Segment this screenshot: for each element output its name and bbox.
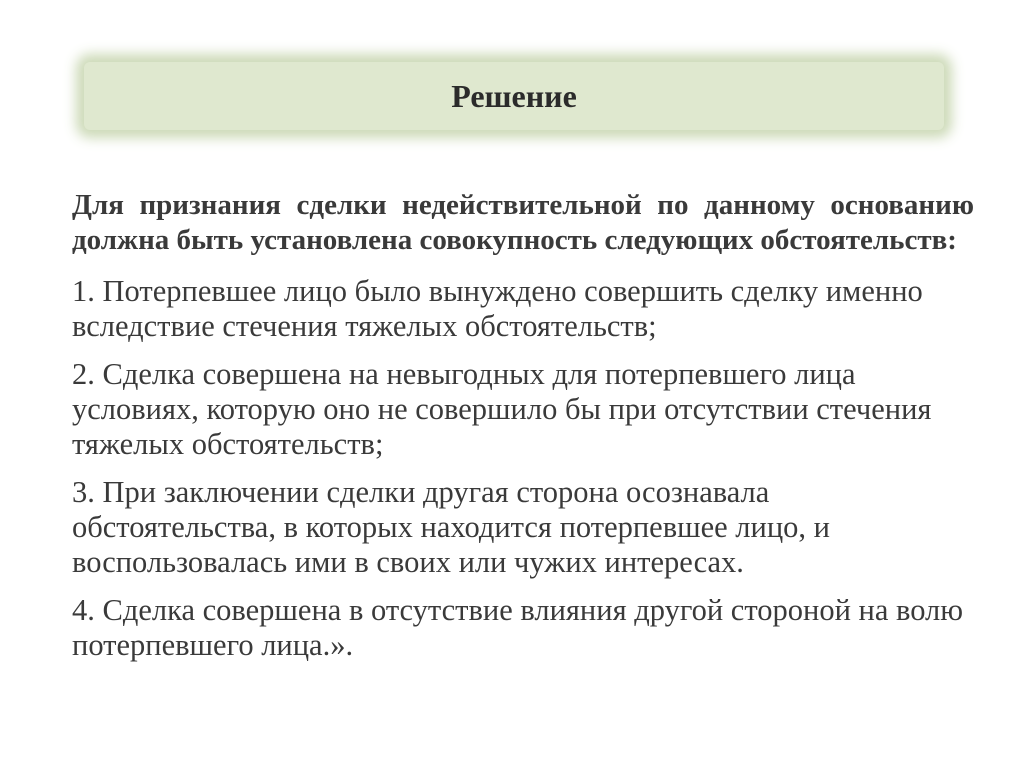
title-banner (84, 62, 944, 130)
list-item-1: 1. Потерпевшее лицо было вынуждено совершить сделку именно вследствие стечения тяжелых обстоятельств; (72, 274, 923, 343)
slide-content (72, 188, 974, 676)
intro-paragraph: Для признания сделки недействительной по данному основанию должна быть установлена совокупность следующих обстоятельств: (72, 189, 974, 256)
list-item-2: 2. Сделка совершена на невыгодных для потерпевшего лица условиях, которую оно не совершило бы при отсутствии стечения тяжелых обстоятельств; (72, 357, 932, 461)
slide-title: Решение (451, 77, 577, 114)
list-item-3: 3. При заключении сделки другая сторона осознавала обстоятельства, в которых находится потерпевшее лицо, и воспользовалась ими в своих или чужих интересах. (72, 475, 830, 579)
list-item-4: 4. Сделка совершена в отсутствие влияния другой стороной на волю потерпевшего лица.». (72, 593, 964, 662)
